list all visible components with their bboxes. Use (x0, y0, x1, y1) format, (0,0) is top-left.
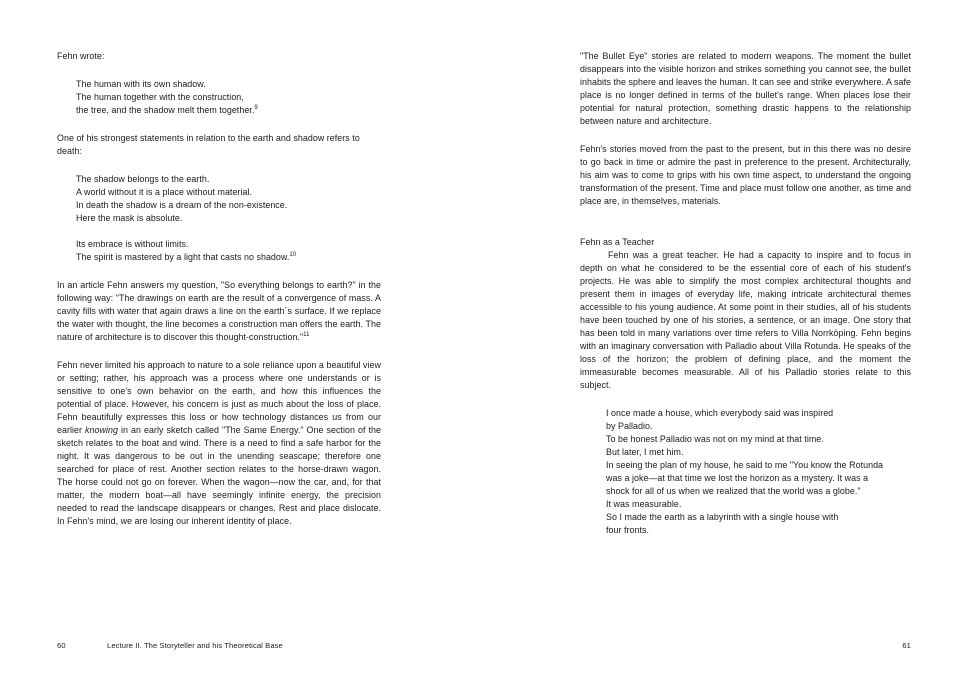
paragraph-loss-of-place (57, 359, 381, 528)
verse-line: So I made the earth as a labyrinth with a single house with (606, 512, 839, 522)
verse-line: I once made a house, which everybody said was inspired (606, 408, 834, 418)
paragraph-loss-pre: Fehn never limited his approach to nature to a sole reliance upon a beautiful view or setting; rather, his approach was a process where one understands or is sensitive to one's own behavior on the earth, and how this influences the potential of place. However, his concern is just as much about the loss of place. Fehn beautifully expresses this loss or how technology distances us from our earlier (57, 360, 381, 435)
footnote-marker-10: 10 (289, 252, 297, 259)
page-number-left: 60 (57, 641, 66, 650)
verse-line: The human together with the construction, (76, 92, 244, 102)
italic-term-knowing: knowing (85, 425, 118, 435)
verse-line: shock for all of us when we realized that the world was a globe." (606, 486, 861, 496)
verse-shadow-stanza (76, 78, 381, 117)
verse-line: Its embrace is without limits. (76, 239, 189, 249)
intro-line: Fehn wrote: (57, 51, 105, 61)
paragraph-bullet-eye: "The Bullet Eye" stories are related to modern weapons. The moment the bullet disappears into the visible horizon and strikes something you cannot see, the bullet inhabits the sphere and leaves the human. It can see and strike everywhere. A safe place is no longer defined in terms of the bullet's range. When places lose their potential for natural protection, something drastic happens to the relationship between nature and architecture. (580, 51, 911, 126)
verse-line-text: the tree, and the shadow melt them together. (76, 105, 255, 115)
footnote-marker-9: 9 (254, 105, 258, 112)
footer-right (580, 641, 911, 651)
paragraph-loss-post: in an early sketch called "The Same Energy." One section of the sketch relates to the boat and wind. There is a need to find a safe harbor for the night. It was dangerous to be out in the unending seascape; therefore one searched for place of rest. Another section relates to the horse-drawn wagon. The horse could not go on forever. When the wagon—now the car, and, for that matter, the modern boat—all have seemingly infinite energy, the precision needed to read the landscape disappears or changes. Rest and place dislocate. In Fehn's mind, we are losing our inherent identity of place. (57, 425, 382, 526)
verse-line: In death the shadow is a dream of the non-existence. (76, 200, 288, 210)
verse-shadow (76, 78, 381, 117)
page-right (482, 0, 964, 681)
verse-line: It was measurable. (606, 499, 682, 509)
paragraph-teacher: Fehn was a great teacher. He had a capacity to inspire and to focus in depth on what he considered to be the essential core of each of his student's projects. He was able to simplify the most complex architectural thoughts and present them in images of everyday life, making intricate architectural themes accessible to his young audience. At some point in their studies, all of his students have been touched by one of his stories, a sentence, or an image. One story that has been told in many variations over time refers to Villa Norrköping. Fehn begins with an imaginary conversation with Palladio about Villa Rotunda. He speaks of the loss of the horizon; the problem of defining place, and the moment the immeasurable becomes measurable. All of his Palladio stories relate to this subject. (580, 250, 911, 390)
page-right-text-column (580, 50, 911, 552)
paragraph-death-statement: One of his strongest statements in relation to the earth and shadow refers to death: (57, 133, 360, 156)
page-left-text-column (57, 50, 381, 543)
page-number-right: 61 (902, 641, 911, 650)
section-heading: Fehn as a Teacher (580, 237, 655, 247)
verse-line: The human with its own shadow. (76, 79, 206, 89)
verse-line (76, 104, 381, 117)
paragraph-time-place: Fehn's stories moved from the past to the present, but in this there was no desire to go back in time or admire the past in preference to the present. Architecturally, his aim was to come to grips with his own time aspect, to understand the ongoing transformation of the present. Time and place must follow one another, as time and place are, in themselves, materials. (580, 144, 911, 206)
verse-line: A world without it is a place without material. (76, 187, 252, 197)
paragraph-article-quote (57, 279, 381, 344)
verse-embrace-stanza (76, 238, 381, 264)
verse-line: But later, I met him. (606, 447, 684, 457)
verse-earth (76, 173, 381, 264)
verse-line (76, 251, 381, 264)
verse-palladio (606, 407, 911, 537)
verse-line: Here the mask is absolute. (76, 213, 183, 223)
verse-line: The shadow belongs to the earth. (76, 174, 210, 184)
footer-left (57, 641, 381, 651)
running-footer-title: Lecture II. The Storyteller and his Theoretical Base (107, 641, 283, 650)
verse-line: In seeing the plan of my house, he said to me "You know the Rotunda (606, 460, 884, 470)
verse-line: To be honest Palladio was not on my mind at that time. (606, 434, 824, 444)
footnote-marker-11: 11 (303, 332, 310, 339)
verse-line: was a joke—at that time we lost the horizon as a mystery. It was a (606, 473, 869, 483)
section-fehn-as-teacher (580, 236, 911, 392)
verse-line-text: The spirit is mastered by a light that casts no shadow. (76, 252, 290, 262)
verse-line: by Palladio. (606, 421, 653, 431)
verse-line: four fronts. (606, 525, 650, 535)
paragraph-article-text: In an article Fehn answers my question, "So everything belongs to earth?" in the following way: "The drawings on earth are the result of a convergence of mass. A cavity fills with water that again draws a line on the earth´s surface. If we replace the water with thought, the line becomes a construction man offers the earth. The nature of architecture is to discover this thought-construction." (57, 280, 381, 342)
verse-earth-stanza (76, 173, 381, 225)
verse-palladio-stanza (606, 407, 911, 537)
